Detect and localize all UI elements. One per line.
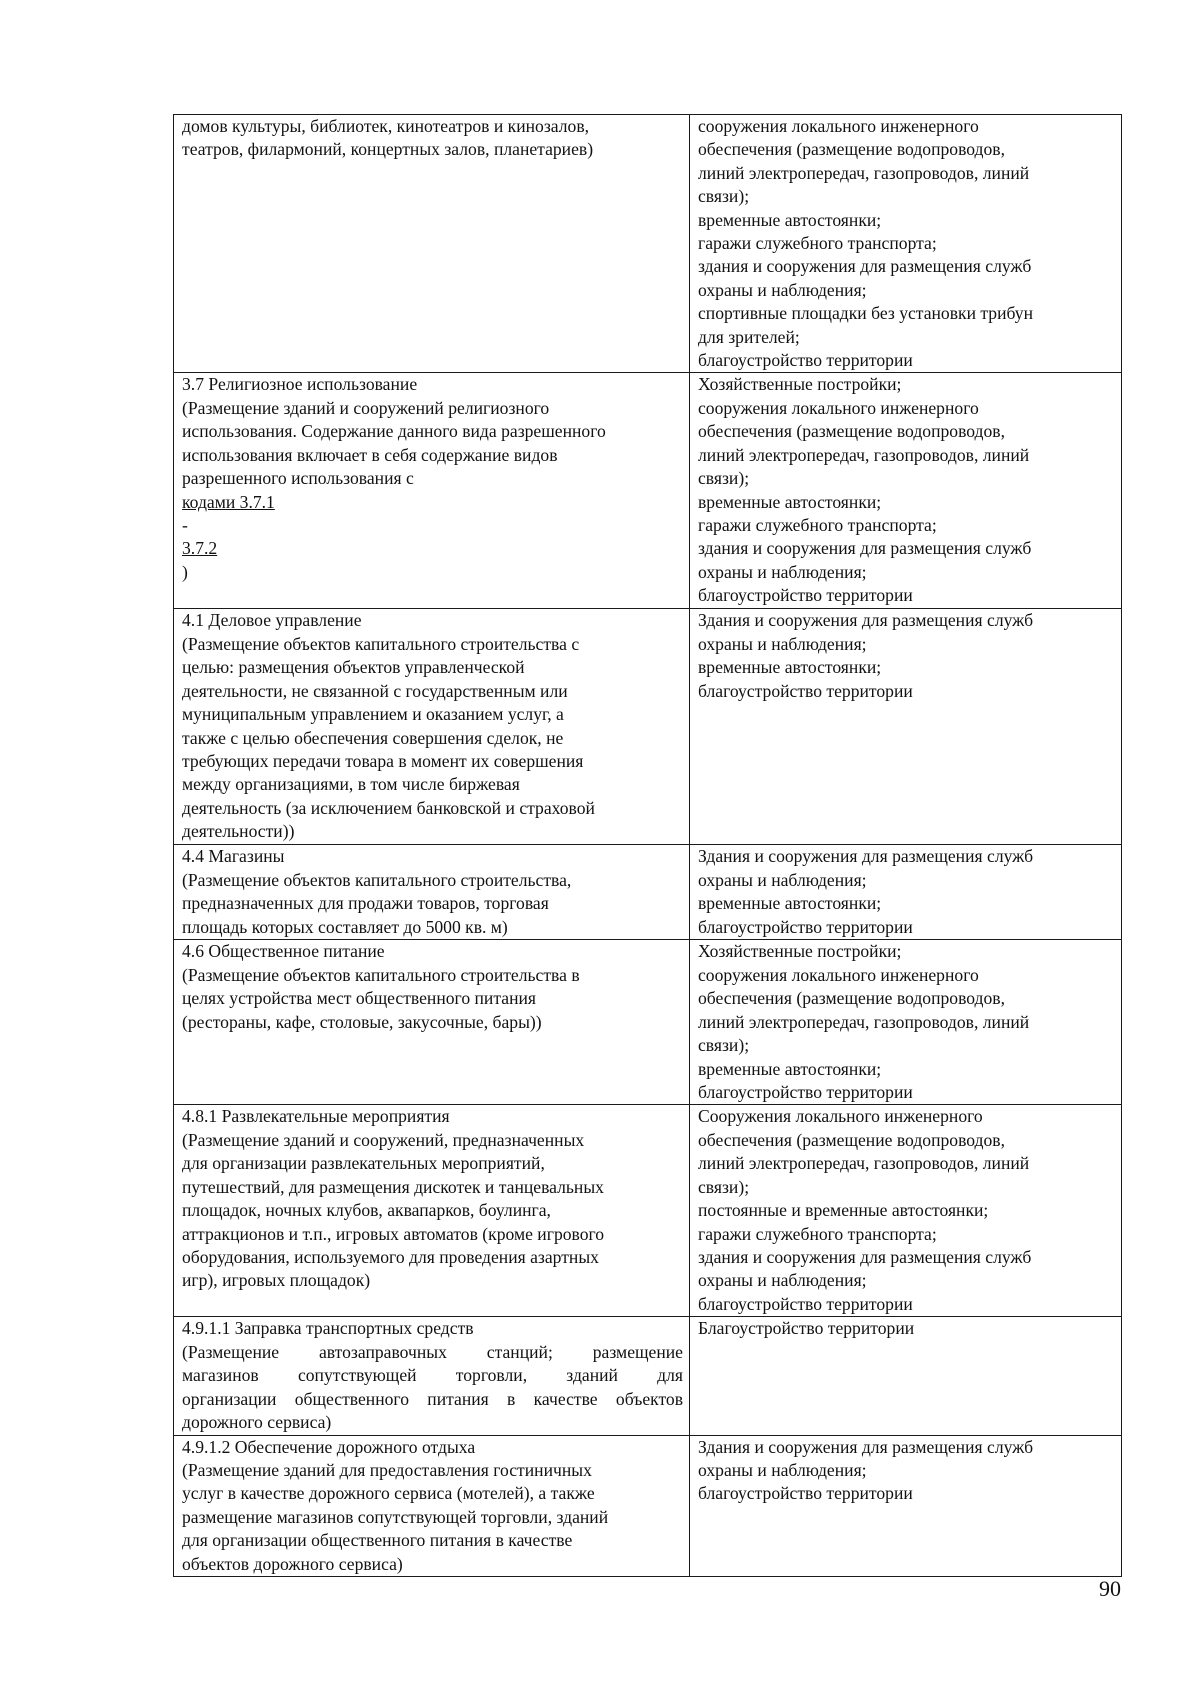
auxiliary-use-cell: Здания и сооружения для размещения служб охраны и наблюдения; временные автостоянки; благоустройство территории — [690, 845, 1122, 940]
zoning-table — [173, 114, 1122, 1577]
auxiliary-use-cell: Сооружения локального инженерного обеспечения (размещение водопроводов, линий электропередач, газопроводов, линий связи); постоянные и временные автостоянки; гаражи служебного транспорта; здания и сооружения для размещения служб охраны и наблюдения; благоустройство территории — [690, 1105, 1122, 1317]
permitted-use-cell: 4.1 Деловое управление (Размещение объектов капитального строительства с целью: размещения объектов управленческой деятельности, не связанной с государственным или муниципальным управлением и оказанием услуг, а также с целью обеспечения совершения сделок, не требующих передачи товара в момент их совершения между организациями, в том числе биржевая деятельность (за исключением банковской и страховой деятельности)) — [174, 609, 690, 845]
code-link-3-7-1[interactable]: кодами 3.7.1 — [182, 491, 275, 512]
table-row — [174, 115, 1122, 373]
page-number: 90 — [1099, 1576, 1121, 1601]
auxiliary-use-cell: Хозяйственные постройки; сооружения локального инженерного обеспечения (размещение водопроводов, линий электропередач, газопроводов, линий связи); временные автостоянки; гаражи служебного транспорта; здания и сооружения для размещения служб охраны и наблюдения; благоустройство территории — [690, 373, 1122, 609]
code-link-3-7-2[interactable]: 3.7.2 — [182, 538, 218, 559]
table-row — [174, 845, 1122, 940]
table-row — [174, 1435, 1122, 1576]
auxiliary-use-cell: Хозяйственные постройки; сооружения локального инженерного обеспечения (размещение водопроводов, линий электропередач, газопроводов, линий связи); временные автостоянки; благоустройство территории — [690, 940, 1122, 1105]
auxiliary-use-cell: Здания и сооружения для размещения служб охраны и наблюдения; благоустройство территории — [690, 1435, 1122, 1576]
table-row — [174, 373, 1122, 609]
table-row — [174, 1105, 1122, 1317]
auxiliary-use-cell: Здания и сооружения для размещения служб охраны и наблюдения; временные автостоянки; благоустройство территории — [690, 609, 1122, 845]
permitted-use-cell: 3.7 Религиозное использование (Размещение зданий и сооружений религиозного использования. Содержание данного вида разрешенного использования включает в себя содержание видов разрешенного использования с кодами 3.7.1 - 3.7.2 ) — [174, 373, 690, 609]
table-row — [174, 609, 1122, 845]
permitted-use-cell: 4.4 Магазины (Размещение объектов капитального строительства, предназначенных для продажи товаров, торговая площадь которых составляет до 5000 кв. м) — [174, 845, 690, 940]
auxiliary-use-cell: сооружения локального инженерного обеспечения (размещение водопроводов, линий электропередач, газопроводов, линий связи); временные автостоянки; гаражи служебного транспорта; здания и сооружения для размещения служб охраны и наблюдения; спортивные площадки без установки трибун для зрителей; благоустройство территории — [690, 115, 1122, 373]
permitted-use-cell: 4.9.1.1 Заправка транспортных средств (Размещение автозаправочных станций; размещение магазинов сопутствующей торговли, зданий для организации общественного питания в качестве объектов дорожного сервиса) — [174, 1317, 690, 1435]
table-row — [174, 940, 1122, 1105]
permitted-use-cell: 4.6 Общественное питание (Размещение объектов капитального строительства в целях устройства мест общественного питания (рестораны, кафе, столовые, закусочные, бары)) — [174, 940, 690, 1105]
permitted-use-cell: 4.9.1.2 Обеспечение дорожного отдыха (Размещение зданий для предоставления гостиничных услуг в качестве дорожного сервиса (мотелей), а также размещение магазинов сопутствующей торговли, зданий для организации общественного питания в качестве объектов дорожного сервиса) — [174, 1435, 690, 1576]
permitted-use-cell: домов культуры, библиотек, кинотеатров и кинозалов, театров, филармоний, концертных залов, планетариев) — [174, 115, 690, 373]
table-row — [174, 1317, 1122, 1435]
permitted-use-cell: 4.8.1 Развлекательные мероприятия (Размещение зданий и сооружений, предназначенных для организации развлекательных мероприятий, путешествий, для размещения дискотек и танцевальных площадок, ночных клубов, аквапарков, боулинга, аттракционов и т.п., игровых автоматов (кроме игрового оборудования, используемого для проведения азартных игр), игровых площадок) — [174, 1105, 690, 1317]
auxiliary-use-cell: Благоустройство территории — [690, 1317, 1122, 1435]
